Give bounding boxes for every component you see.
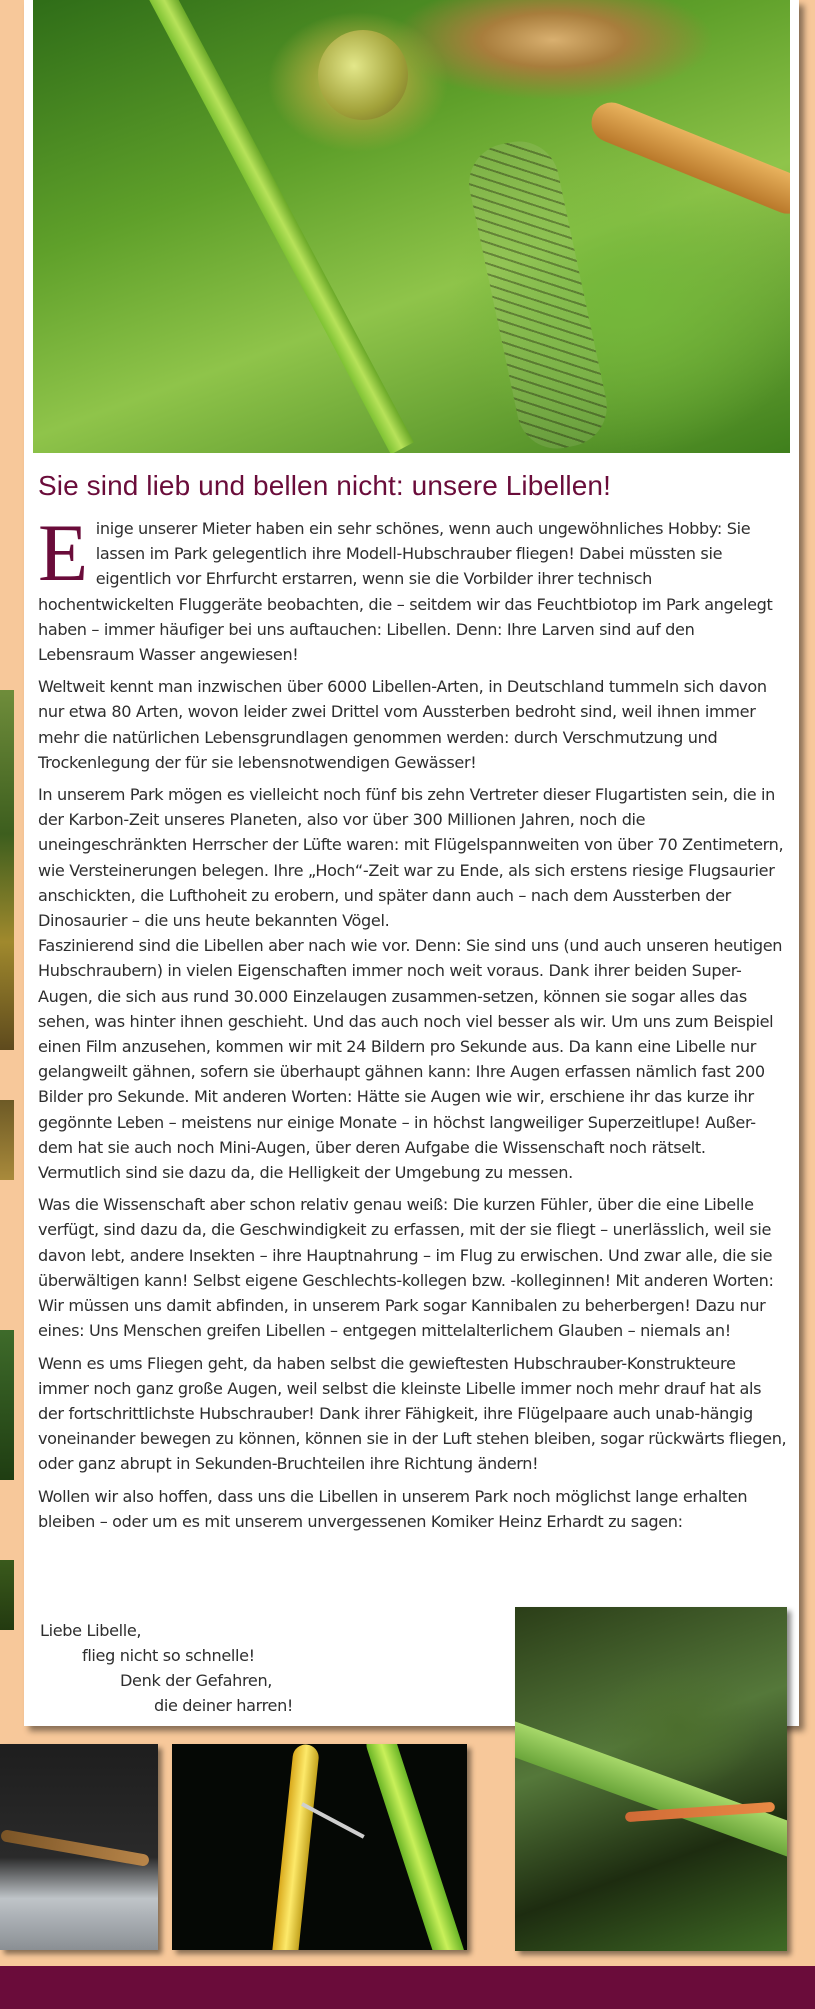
side-photo-edge [0,1330,14,1480]
poem-line: die deiner harren! [154,1696,294,1715]
plant-stem [270,1744,320,1950]
grass-blade [363,1744,467,1950]
dragonfly-body [0,1829,150,1867]
dragonfly-abdomen [586,96,790,219]
paragraph: Faszinierend sind die Libellen aber nach wie vor. Denn: Sie sind uns (und auch unseren heutigen Hubschraubern) in vielen Eigenschaften immer noch weit voraus. Dank ihrer beiden Super-Augen, die sich aus rund 30.000 Einzelaugen zusammen-setzen, können sie sogar alles das sehen, was hinter ihnen geschieht. Und das auch noch viel besser als wir. Um uns zum Beispiel einen Film anzusehen, kommen wir mit 24 Bildern pro Sekunde aus. Da kann eine Libelle nur gelangweilt gähnen, sofern sie überhaupt gähnen kann: Ihre Augen erfassen nämlich fast 200 Bilder pro Sekunde. Mit anderen Worten: Hätte sie Augen wie wir, erschiene ihr das kurze ihr gegönnte Leben – meistens nur einige Monate – in höchst langweiliger Superzeitlupe! Außer-dem hat sie auch noch Mini-Augen, über deren Aufgabe die Wissenschaft noch rätselt. Vermutlich sind sie dazu da, die Helligkeit der Umgebung zu messen. [38,936,783,1183]
paragraph: In unserem Park mögen es vielleicht noch fünf bis zehn Vertreter dieser Flugartisten sein, die in der Karbon-Zeit unseres Planeten, also vor über 300 Millionen Jahren, noch die uneingeschränkten Herrscher der Lüfte waren: mit Flügelspannweiten von über 70 Zentimetern, wie Versteinerungen belegen. Ihre „Hoch“-Zeit war zu Ende, als sich erstens riesige Flugsaurier anschickten, die Lufthoheit zu erobern, und später dann auch – nach dem Aussterben der Dinosaurier – die uns heute bekannten Vögel. [38,785,784,931]
article-headline: Sie sind lieb und bellen nicht: unsere Libellen! [38,470,611,501]
photo-dragonfly-on-rail [0,1744,158,1950]
paragraph: Wenn es ums Fliegen geht, da haben selbst die gewieftesten Hubschrauber-Konstrukteure immer noch ganz große Augen, weil selbst die kleinste Libelle immer noch mehr drauf hat als der fortschrittlichste Hubschrauber! Dank ihrer Fähigkeit, ihre Flügelpaare auch unab-hängig voneinander bewegen zu können, können sie in der Luft stehen bleiben, sogar rückwärts fliegen, oder ganz abrupt in Sekunden-Bruchteilen ihre Richtung ändern! [38,1353,787,1474]
drop-cap: E [38,507,88,598]
poem-line: Liebe Libelle, [40,1621,142,1640]
paragraph: Einige unserer Mieter haben ein sehr schönes, wenn auch ungewöhnliches Hobby: Sie lassen im Park gelegentlich ihre Modell-Hubschrauber fliegen! Dabei müssten sie eigentlich vor Ehrfurcht erstarren, wenn sie die Vorbilder ihrer technisch hochentwickelten Fluggeräte beobachten, die – seitdem wir das Feuchtbiotop im Park angelegt haben – immer häufiger bei uns auftauchen: Libellen. Denn: Ihre Larven sind auf den Lebensraum Wasser angewiesen! [38,507,773,665]
side-photo-edge [0,1100,14,1180]
paragraph: Was die Wissenschaft aber schon relativ genau weiß: Die kurzen Fühler, über die eine Libelle verfügt, sind dazu da, die Geschwindigkeit zu erfassen, mit der sie fliegt – unerlässlich, weil sie davon lebt, andere Insekten – ihre Hauptnahrung – im Flug zu erwischen. Und zwar alle, die sie überwältigen kann! Selbst eigene Geschlechts-kollegen bzw. -kolleginnen! Mit anderen Worten: Wir müssen uns damit abfinden, in unserem Park sogar Kannibalen zu beherbergen! Dazu nur eines: Uns Menschen greifen Libellen – entgegen mittelalterlichem Glauben – niemals an! [38,1195,774,1341]
footer-bar [0,1966,815,2009]
poem [40,1618,500,1718]
photo-damselfly-on-stem [172,1744,467,1950]
paragraph: Wollen wir also hoffen, dass uns die Libellen in unserem Park noch möglichst lange erhalten bleiben – oder um es mit unserem unvergessenen Komiker Heinz Erhardt zu sagen: [38,1486,748,1531]
photo-dragonfly-on-leaf [515,1607,787,1951]
dragonfly-eye [318,30,408,120]
leaf [515,1713,787,1875]
hero-dragonfly-photo [33,0,790,453]
article-body [38,507,790,1541]
side-photo-edge [0,1560,14,1630]
paragraph: Weltweit kennt man inzwischen über 6000 Libellen-Arten, in Deutschland tummeln sich davon nur etwa 80 Arten, wovon leider zwei Drittel vom Aussterben bedroht sind, weil ihnen immer mehr die natürlichen Lebensgrundlagen genommen werden: durch Verschmutzung und Trockenlegung der für sie lebensnotwendigen Gewässer! [38,677,767,772]
poem-line: flieg nicht so schnelle! [82,1646,255,1665]
side-photo-edge [0,690,14,1050]
poem-line: Denk der Gefahren, [120,1671,273,1690]
dragonfly-wing [462,134,614,453]
